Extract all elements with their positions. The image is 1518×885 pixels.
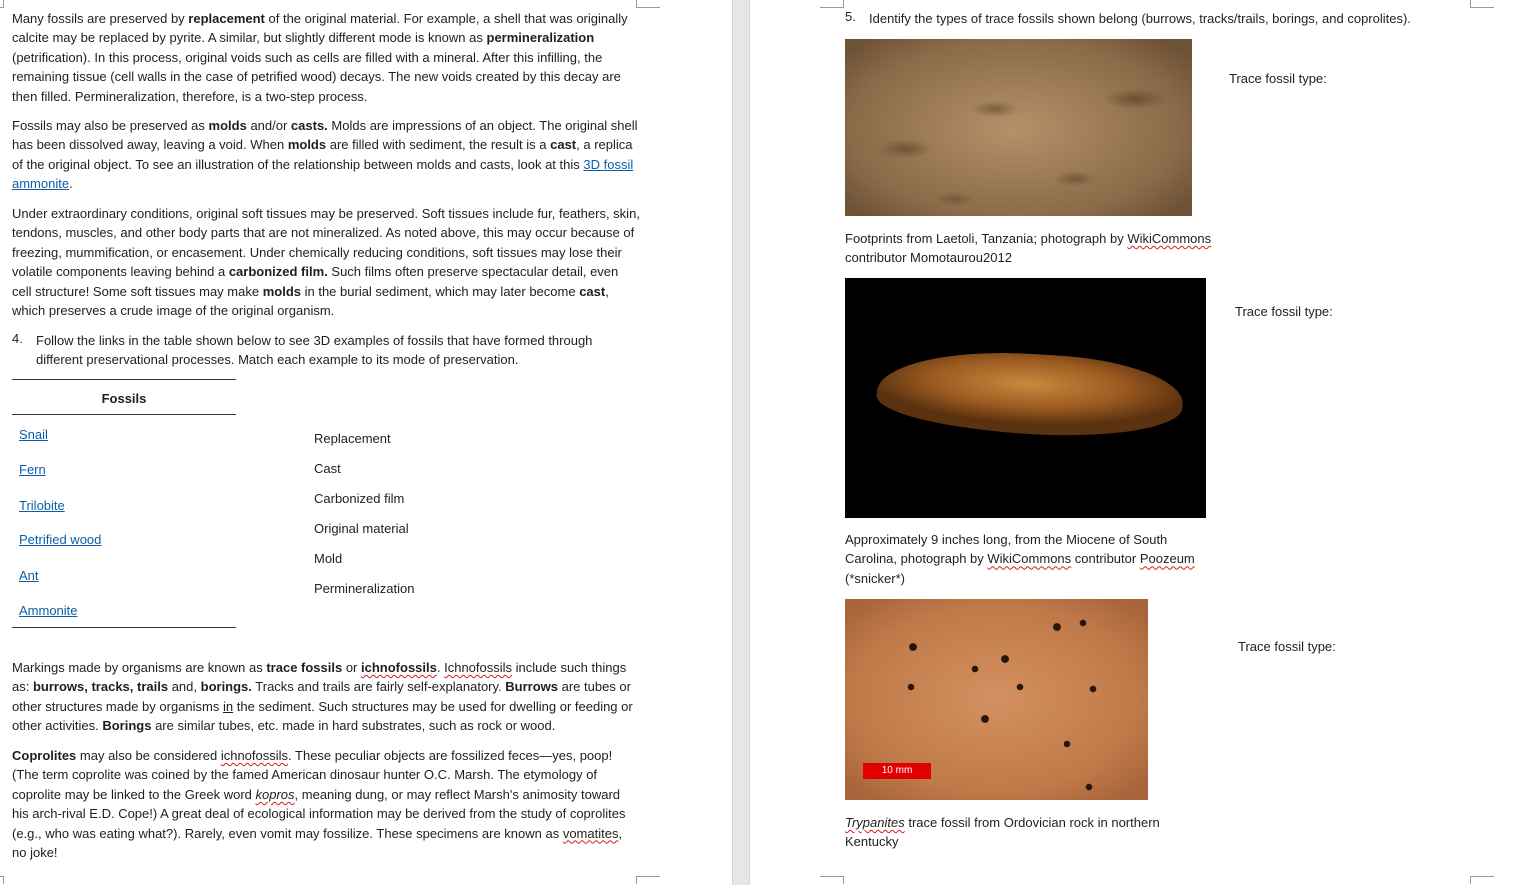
fossil-link-ant[interactable]: Ant: [19, 568, 39, 583]
paragraph-replacement: Many fossils are preserved by replacement of the original material. For example, a shell that was originally calcite may be replaced by pyrite. A similar, but slightly different mode is known as permineralization (petrification). In this process, original voids such as cells are filled with a mineral. After this infilling, the remaining tissue (cell walls in the case of petrified wood) decays. The new voids created by this decay are then filled. Permineralization, therefore, is a two-step process.: [12, 11, 628, 104]
paragraph-soft-tissues: Under extraordinary conditions, original soft tissues may be preserved. Soft tissues include fur, feathers, skin, tendons, muscles, and other body parts that are not mineralized. As noted above, this may occur because of freezing, mummification, or encasement. Under chemically reducing conditions, soft tissues may lose their volatile components leaving behind a carbonized film. Such films often preserve spectacular detail, even cell structure! Some soft tissues may make molds in the burial sediment, which may later become cast, which preserves a crude image of the original organism.: [12, 206, 640, 319]
question-4-text: Follow the links in the table shown below to see 3D examples of fossils that have formed through different preservational processes. Match each example to its mode of preservation.: [36, 333, 593, 368]
paragraph-coprolites: Coprolites may also be considered ichnofossils. These peculiar objects are fossilized feces—yes, poop! (The term coprolite was coined by the famed American dinosaur hunter O.C. Marsh. The etymology of coprolite may be linked to the Greek word kopros, meaning dung, or may reflect Marsh's animosity toward his arch-rival E.D. Cope!) A great deal of ecological information may be derived from the study of coprolites (e.g., who was eating what?). Rarely, even vomit may fossilize. These specimens are known as vomatites, no joke!: [12, 748, 626, 861]
crop-mark: [0, 876, 4, 884]
footprints-photo: [845, 39, 1192, 216]
trypanites-photo: [845, 599, 1148, 800]
crop-mark: [820, 876, 844, 884]
question-5-number: 5.: [845, 9, 856, 24]
scale-bar: 10 mm: [863, 763, 931, 779]
table-header-rule: [12, 414, 236, 415]
fossil-link-trilobite[interactable]: Trilobite: [19, 498, 65, 513]
crop-mark: [1470, 876, 1494, 884]
paragraph-molds-casts: Fossils may also be preserved as molds and/or casts. Molds are impressions of an object. The original shell has been dissolved away, leaving a void. When molds are filled with sediment, the result is a cast, a replica of the original object. To see an illustration of the relationship between molds and casts, look at this 3D fossil ammonite.: [12, 118, 638, 192]
trace-fossil-type-label-2: Trace fossil type:: [1235, 304, 1333, 319]
fossil-link-ammonite[interactable]: Ammonite: [19, 603, 78, 618]
mode-option: Original material: [314, 521, 409, 536]
mode-option: Carbonized film: [314, 491, 405, 506]
table-header-fossils: Fossils: [101, 391, 147, 406]
paragraph-trace-fossils: Markings made by organisms are known as trace fossils or ichnofossils. Ichnofossils include such things as: burrows, tracks, trails and, borings. Tracks and trails are fairly self-explanatory. Burrows are tubes or other structures made by organisms in the sediment. Such structures may be used for dwelling or feeding or other activities. Borings are similar tubes, etc. made in hard substrates, such as rock or wood.: [12, 660, 633, 734]
table-bottom-rule: [12, 627, 236, 628]
ammonite-3d-link[interactable]: 3D fossil ammonite: [12, 156, 634, 192]
trace-fossil-type-label-1: Trace fossil type:: [1229, 71, 1327, 86]
caption-coprolite: Approximately 9 inches long, from the Miocene of South Carolina, photograph by WikiCommons contributor Poozeum (*snicker*): [845, 532, 1195, 586]
fossil-link-fern[interactable]: Fern: [19, 462, 46, 477]
page-gutter: [732, 0, 750, 885]
coprolite-specimen: [875, 346, 1185, 442]
crop-mark: [1470, 0, 1494, 8]
mode-option: Cast: [314, 461, 341, 476]
coprolite-photo: [845, 278, 1206, 518]
mode-option: Mold: [314, 551, 343, 566]
crop-mark: [0, 0, 4, 8]
crop-mark: [636, 876, 660, 884]
mode-option: Replacement: [314, 431, 391, 446]
question-5-text: Identify the types of trace fossils shown belong (burrows, tracks/trails, borings, and coprolites).: [869, 11, 1411, 26]
table-top-rule: [12, 379, 236, 380]
trace-fossil-type-label-3: Trace fossil type:: [1238, 639, 1336, 654]
crop-mark: [636, 0, 660, 8]
fossil-link-snail[interactable]: Snail: [19, 427, 48, 442]
question-4-number: 4.: [12, 331, 23, 346]
crop-mark: [820, 0, 844, 8]
caption-trypanites: Trypanites trace fossil from Ordovician rock in northern Kentucky: [845, 815, 1160, 850]
caption-footprints: Footprints from Laetoli, Tanzania; photograph by WikiCommons contributor Momotaurou2012: [845, 231, 1212, 266]
mode-option: Permineralization: [314, 581, 415, 596]
document-page-left: [0, 0, 732, 885]
fossil-link-petrified-wood[interactable]: Petrified wood: [19, 532, 102, 547]
